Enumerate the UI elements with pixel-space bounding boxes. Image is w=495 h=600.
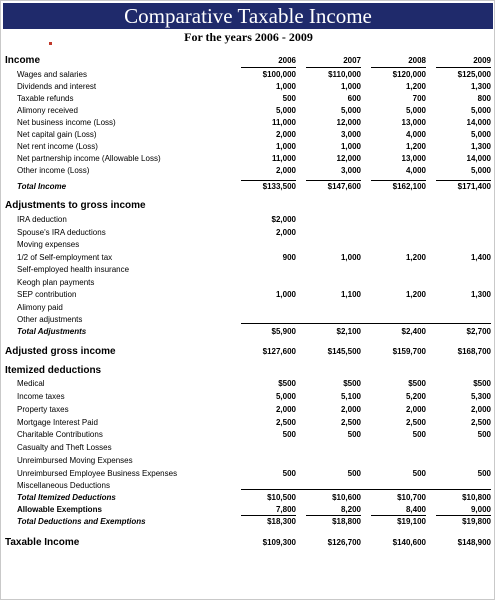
row-label: Keogh plan payments	[17, 278, 95, 287]
table-row	[1, 403, 495, 416]
cell-value: 1,000	[340, 82, 361, 91]
cell-value: 2,500	[405, 418, 426, 427]
cell-value: $110,000	[328, 70, 361, 79]
year-header: 2009	[473, 56, 491, 65]
cell-value: 1,000	[275, 82, 296, 91]
row-label: Income taxes	[17, 392, 65, 401]
cell-value: 2,000	[470, 405, 491, 414]
row-label: Casualty and Theft Losses	[17, 443, 112, 452]
cell-value: $120,000	[392, 70, 426, 79]
cell-value: 11,000	[271, 118, 296, 127]
cell-value: 500	[412, 469, 426, 478]
cell-value: 2,000	[275, 166, 296, 175]
cell-value: 7,800	[275, 505, 296, 514]
cell-value: $500	[278, 379, 296, 388]
row-label: Mortgage Interest Paid	[17, 418, 98, 427]
total-adjustments-row	[1, 325, 495, 338]
cell-value: 5,000	[470, 166, 491, 175]
cell-value: 2,500	[275, 418, 296, 427]
cell-value: $100,000	[262, 70, 296, 79]
row-label: Wages and salaries	[17, 70, 87, 79]
cell-value: 12,000	[336, 118, 361, 127]
row-label: Alimony paid	[17, 303, 63, 312]
row-label: 1/2 of Self-employment tax	[17, 253, 113, 262]
cell-value: 1,400	[470, 253, 491, 262]
cell-value: $500	[408, 379, 426, 388]
cell-value: 5,000	[470, 106, 491, 115]
row-label: Net business income (Loss)	[17, 118, 116, 127]
cell-value: 1,000	[275, 290, 296, 299]
adjusted-gross-row: Adjusted gross income $127,600 $145,500 $159,700 $168,700	[5, 346, 491, 357]
cell-value: 1,200	[405, 253, 426, 262]
cell-value: 500	[477, 469, 491, 478]
cell-value: 11,000	[271, 154, 296, 163]
cell-value: $500	[343, 379, 361, 388]
row-label: Allowable Exemptions	[17, 505, 102, 514]
row-label: Net capital gain (Loss)	[17, 130, 97, 139]
row-label: Total Income	[17, 182, 67, 191]
section-heading-income: Income	[5, 55, 41, 66]
cell-value: 5,300	[470, 392, 491, 401]
cell-value: $2,100	[336, 327, 361, 336]
cell-value: 5,000	[470, 130, 491, 139]
cell-value: 500	[412, 430, 426, 439]
cell-value: 1,000	[275, 142, 296, 151]
table-row	[1, 164, 495, 177]
row-label: Total Adjustments	[17, 327, 87, 336]
cell-value: 2,000	[275, 130, 296, 139]
total-income-row	[1, 180, 495, 193]
row-label: Spouse's IRA deductions	[17, 228, 106, 237]
cell-value: 3,000	[340, 130, 361, 139]
cell-value: 1,000	[340, 253, 361, 262]
cell-value: 1,200	[405, 82, 426, 91]
cell-value: 4,000	[405, 130, 426, 139]
row-label: Other income (Loss)	[17, 166, 90, 175]
cell-value: 3,000	[340, 166, 361, 175]
cell-value: $18,300	[267, 517, 296, 526]
cell-value: 5,000	[275, 106, 296, 115]
cell-value: 9,000	[470, 505, 491, 514]
cell-value: 8,400	[405, 505, 426, 514]
cell-value: $133,500	[262, 182, 296, 191]
cell-value: 500	[347, 469, 361, 478]
table-row	[1, 428, 495, 441]
cell-value: $171,400	[457, 182, 491, 191]
table-row	[1, 288, 495, 301]
total-deductions-row	[1, 515, 495, 528]
cell-value: $500	[473, 379, 491, 388]
cell-marker	[49, 42, 52, 45]
cell-value: 5,100	[340, 392, 361, 401]
table-row	[1, 263, 495, 276]
cell-value: 2,500	[340, 418, 361, 427]
row-label: Unreimbursed Employee Business Expenses	[17, 469, 178, 478]
row-label: Taxable refunds	[17, 94, 74, 103]
cell-value: 1,300	[470, 82, 491, 91]
section-heading-adjustments: Adjustments to gross income	[5, 200, 146, 211]
cell-value: 500	[347, 430, 361, 439]
header-row	[1, 54, 495, 67]
taxable-income-row: Taxable Income $109,300 $126,700 $140,600 $148,900	[5, 537, 491, 548]
total-underline	[241, 489, 491, 490]
cell-value: 500	[282, 469, 296, 478]
cell-value: $2,700	[466, 327, 491, 336]
cell-value: 500	[477, 430, 491, 439]
row-label: Dividends and interest	[17, 82, 97, 91]
cell-value: 13,000	[401, 154, 426, 163]
cell-value: 2,000	[340, 405, 361, 414]
cell-value: $10,500	[267, 493, 296, 502]
table-row	[1, 238, 495, 251]
report-title: Comparative Taxable Income	[3, 3, 493, 29]
cell-value: 5,000	[275, 392, 296, 401]
cell-value: 2,000	[405, 405, 426, 414]
cell-value: 5,200	[405, 392, 426, 401]
row-label: Net rent income (Loss)	[17, 142, 98, 151]
year-header: 2007	[343, 56, 361, 65]
cell-value: 1,000	[340, 142, 361, 151]
cell-value: 12,000	[336, 154, 361, 163]
cell-value: 2,000	[275, 228, 296, 237]
cell-value: $5,900	[271, 327, 296, 336]
report-subtitle: For the years 2006 - 2009	[184, 30, 313, 44]
cell-value: $125,000	[457, 70, 491, 79]
total-underline	[241, 323, 491, 324]
cell-value: 1,300	[470, 290, 491, 299]
cell-value: 13,000	[401, 118, 426, 127]
row-label: Self-employed health insurance	[17, 265, 130, 274]
cell-value: 5,000	[405, 106, 426, 115]
table-row	[1, 454, 495, 467]
cell-value: 5,000	[340, 106, 361, 115]
cell-value: $147,600	[327, 182, 361, 191]
row-label: Other adjustments	[17, 315, 83, 324]
cell-value: 1,100	[340, 290, 361, 299]
cell-value: 2,000	[275, 405, 296, 414]
cell-value: 1,300	[470, 142, 491, 151]
cell-value: 1,200	[405, 290, 426, 299]
section-heading-itemized: Itemized deductions	[5, 365, 102, 376]
row-label: Medical	[17, 379, 45, 388]
cell-value: $19,800	[462, 517, 491, 526]
cell-value: 14,000	[466, 118, 491, 127]
row-label: Property taxes	[17, 405, 69, 414]
table-row	[1, 377, 495, 390]
row-label: Total Itemized Deductions	[17, 493, 116, 502]
cell-value: 4,000	[405, 166, 426, 175]
cell-value: $2,000	[271, 215, 296, 224]
cell-value: $10,700	[397, 493, 426, 502]
cell-value: 2,500	[470, 418, 491, 427]
row-label: SEP contribution	[17, 290, 77, 299]
table-row	[1, 213, 495, 226]
row-label: Net partnership income (Allowable Loss)	[17, 154, 161, 163]
row-label: Unreimbursed Moving Expenses	[17, 456, 133, 465]
table-row	[1, 441, 495, 454]
cell-value: 800	[477, 94, 491, 103]
year-header: 2006	[278, 56, 296, 65]
cell-value: 500	[282, 94, 296, 103]
cell-value: $18,800	[332, 517, 361, 526]
year-header: 2008	[408, 56, 426, 65]
row-label: Alimony received	[17, 106, 78, 115]
table-row	[1, 390, 495, 403]
cell-value: 600	[347, 94, 361, 103]
row-label: Total Deductions and Exemptions	[17, 517, 146, 526]
row-label: IRA deduction	[17, 215, 67, 224]
cell-value: $2,400	[401, 327, 426, 336]
cell-value: 700	[412, 94, 426, 103]
row-label: Charitable Contributions	[17, 430, 103, 439]
row-label: Miscellaneous Deductions	[17, 481, 110, 490]
row-label: Moving expenses	[17, 240, 80, 249]
cell-value: $19,100	[397, 517, 426, 526]
cell-value: 500	[282, 430, 296, 439]
cell-value: $162,100	[392, 182, 426, 191]
cell-value: $10,800	[462, 493, 491, 502]
cell-value: 14,000	[466, 154, 491, 163]
cell-value: 900	[282, 253, 296, 262]
cell-value: $10,600	[332, 493, 361, 502]
cell-value: 8,200	[340, 505, 361, 514]
cell-value: 1,200	[405, 142, 426, 151]
